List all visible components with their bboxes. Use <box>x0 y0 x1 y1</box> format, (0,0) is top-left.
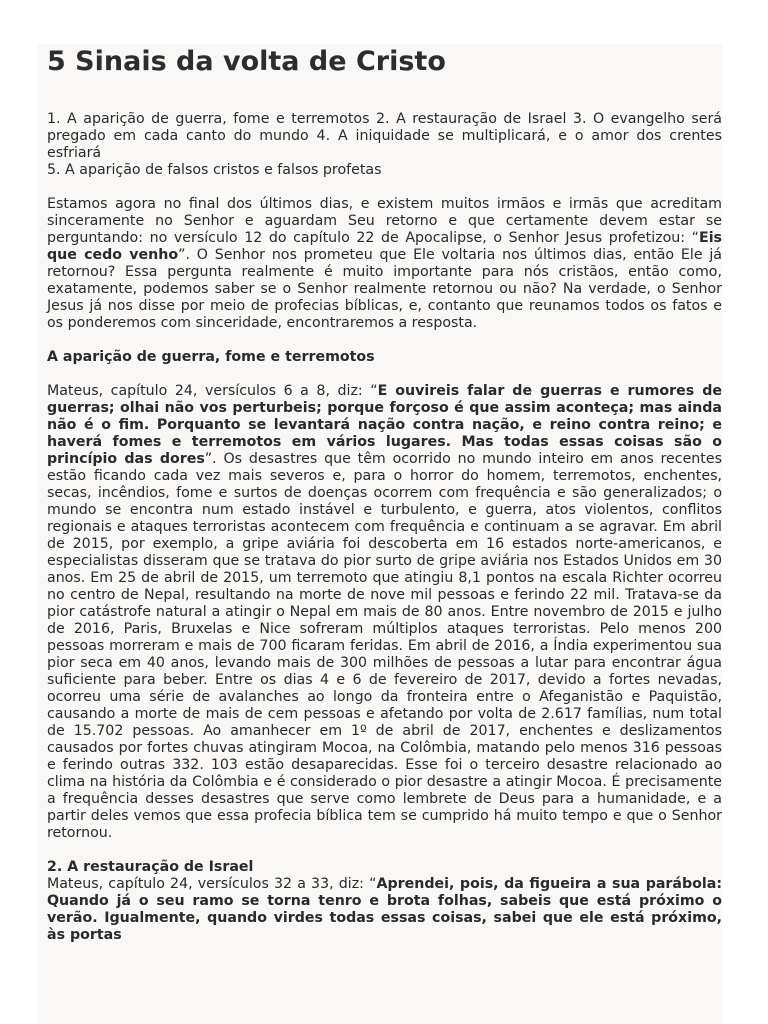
section-2-quote: Aprendei, pois, da figueira a sua parábola: Quando já o seu ramo se torna tenro e brota folhas, sabeis que está próximo o verão. Igualmente, quando virdes todas essas coisas, sabei que ele está próximo, às portas <box>47 876 722 943</box>
page-title: 5 Sinais da volta de Cristo <box>47 46 446 77</box>
signs-list-line-1: 1. A aparição de guerra, fome e terremotos 2. A restauração de Israel 3. O evangelho será pregado em cada canto do mundo 4. A iniquidade se multiplicará, e o amor dos crentes esfriará <box>47 111 722 161</box>
signs-list <box>47 111 722 179</box>
section-1-heading: A aparição de guerra, fome e terremotos <box>47 349 375 365</box>
intro-text-before: Estamos agora no final dos últimos dias, e existem muitos irmãos e irmãs que acreditam sinceramente no Senhor e aguardam Seu retorno e que certamente devem estar se perguntando: no versículo 12 do capítulo 22 de Apocalipse, o Senhor Jesus profetizou: “ <box>47 196 722 246</box>
section-1-paragraph <box>47 383 722 842</box>
section-2-heading: 2. A restauração de Israel <box>47 859 254 875</box>
signs-list-line-2: 5. A aparição de falsos cristos e falsos profetas <box>47 162 382 178</box>
section-1-quote: E ouvireis falar de guerras e rumores de guerras; olhai não vos perturbeis; porque forçoso é que assim aconteça; mas ainda não é o fim. Porquanto se levantará nação contra nação, e reino contra reino; e haverá fomes e terremotos em vários lugares. Mas todas essas coisas são o princípio das dores <box>47 383 722 467</box>
section-1-text-before: Mateus, capítulo 24, versículos 6 a 8, diz: “ <box>47 383 378 399</box>
intro-paragraph <box>47 196 722 332</box>
section-2-paragraph <box>47 876 722 944</box>
section-2-text-before: Mateus, capítulo 24, versículos 32 a 33, diz: “ <box>47 876 377 892</box>
document-page <box>38 44 722 1024</box>
document-content <box>47 44 722 944</box>
intro-text-after: ”. O Senhor nos prometeu que Ele voltaria nos últimos dias, então Ele já retornou? Essa pergunta realmente é muito importante para nós cristãos, então como, exatamente, podemos saber se o Senhor realmente retornou ou não? Na verdade, o Senhor Jesus já nos disse por meio de profecias bíblicas, e, contanto que reunamos todos os fatos e os ponderemos com sinceridade, encontraremos a resposta. <box>47 247 722 331</box>
intro-quote: Eis que cedo venho <box>47 230 722 263</box>
section-1-text-after: ”. Os desastres que têm ocorrido no mundo inteiro em anos recentes estão ficando cada vez mais severos e, para o horror do homem, terremotos, enchentes, secas, incêndios, fome e surtos de doenças ocorrem com frequência e são generalizados; o mundo se encontra num estado instável e turbulento, e guerra, atos violentos, conflitos regionais e ataques terroristas acontecem com frequência e continuam a se agravar. Em abril de 2015, por exemplo, a gripe aviária foi descoberta em 16 estados norte-americanos, e especialistas disseram que se tratava do pior surto de gripe aviária nos Estados Unidos em 30 anos. Em 25 de abril de 2015, um terremoto que atingiu 8,1 pontos na escala Richter ocorreu no centro de Nepal, resultando na morte de nove mil pessoas e ferindo 22 mil. Tratava-se da pior catástrofe natural a atingir o Nepal em mais de 80 anos. Entre novembro de 2015 e julho de 2016, Paris, Bruxelas e Nice sofreram múltiplos ataques terroristas. Pelo menos 200 pessoas morreram e mais de 700 ficaram feridas. Em abril de 2016, a Índia experimentou sua pior seca em 40 anos, levando mais de 300 milhões de pessoas a lutar para encontrar água suficiente para beber. Entre os dias 4 e 6 de fevereiro de 2017, devido a fortes nevadas, ocorreu uma série de avalanches ao longo da fronteira entre o Afeganistão e Paquistão, causando a morte de mais de cem pessoas e afetando por volta de 2.617 famílias, num total de 15.702 pessoas. Ao amanhecer em 1º de abril de 2017, enchentes e deslizamentos causados por fortes chuvas atingiram Mocoa, na Colômbia, matando pelo menos 316 pessoas e ferindo outras 332. 103 estão desaparecidas. Esse foi o terceiro desastre relacionado ao clima na história da Colômbia e é considerado o pior desastre a atingir Mocoa. É precisamente a frequência desses desastres que serve como lembrete de Deus para a humanidade, e a partir deles vemos que essa profecia bíblica tem se cumprido há muito tempo e que o Senhor retornou. <box>47 451 722 841</box>
